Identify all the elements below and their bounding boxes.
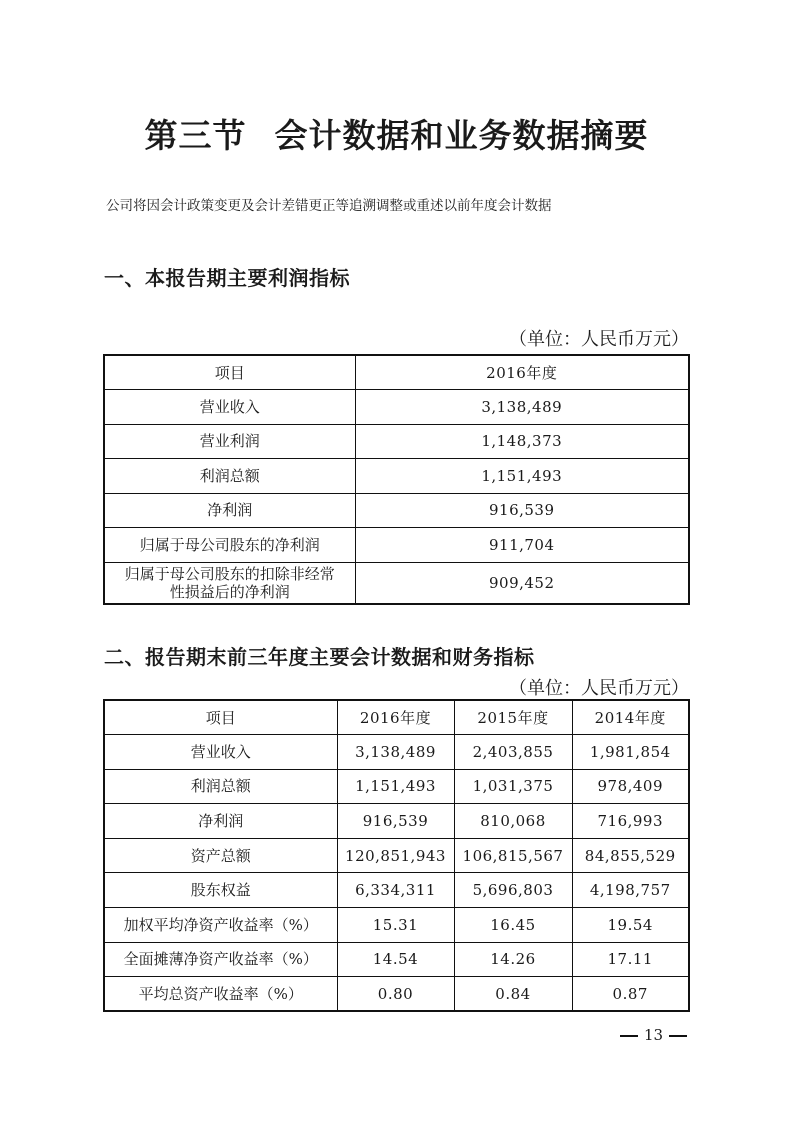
row-label: 营业收入 xyxy=(104,390,355,425)
section1-heading: 一、本报告期主要利润指标 xyxy=(104,266,350,290)
value-2016: 3,138,489 xyxy=(355,390,689,425)
row-label: 股东权益 xyxy=(104,873,337,908)
dash-left xyxy=(620,1035,638,1037)
value-2016: 916,539 xyxy=(355,493,689,528)
title-text: 会计数据和业务数据摘要 xyxy=(274,116,649,155)
table-row xyxy=(104,804,689,839)
value-2016: 15.31 xyxy=(337,908,454,943)
value-2016: 120,851,943 xyxy=(337,838,454,873)
row-label: 归属于母公司股东的净利润 xyxy=(104,528,355,563)
value-2015: 810,068 xyxy=(454,804,572,839)
section2-unit: （单位：人民币万元） xyxy=(509,678,689,699)
table-row xyxy=(104,873,689,908)
row-label: 净利润 xyxy=(104,493,355,528)
row-label xyxy=(104,562,355,604)
value-2016: 916,539 xyxy=(337,804,454,839)
value-2016: 911,704 xyxy=(355,528,689,563)
header-item: 项目 xyxy=(104,355,355,390)
value-2016: 1,151,493 xyxy=(337,769,454,804)
table-header-row xyxy=(104,355,689,390)
value-2016: 6,334,311 xyxy=(337,873,454,908)
row-label: 资产总额 xyxy=(104,838,337,873)
table-row xyxy=(104,562,689,604)
value-2015: 14.26 xyxy=(454,942,572,977)
three-year-financials-table xyxy=(103,699,690,1012)
header-2016: 2016年度 xyxy=(355,355,689,390)
section1-unit: （单位：人民币万元） xyxy=(509,329,689,350)
table-row xyxy=(104,424,689,459)
section2-heading: 二、报告期末前三年度主要会计数据和财务指标 xyxy=(104,645,535,669)
page-title xyxy=(0,110,793,157)
value-2016: 3,138,489 xyxy=(337,735,454,770)
value-2014: 716,993 xyxy=(572,804,689,839)
value-2015: 2,403,855 xyxy=(454,735,572,770)
row-label: 营业收入 xyxy=(104,735,337,770)
header-2016: 2016年度 xyxy=(337,700,454,735)
value-2014: 84,855,529 xyxy=(572,838,689,873)
table-row xyxy=(104,390,689,425)
value-2014: 19.54 xyxy=(572,908,689,943)
table-row xyxy=(104,908,689,943)
header-2015: 2015年度 xyxy=(454,700,572,735)
value-2016: 909,452 xyxy=(355,562,689,604)
table-row xyxy=(104,977,689,1012)
profit-indicators-table xyxy=(103,354,690,605)
row-label: 营业利润 xyxy=(104,424,355,459)
row-label: 平均总资产收益率（%） xyxy=(104,977,337,1012)
table-row xyxy=(104,838,689,873)
value-2014: 0.87 xyxy=(572,977,689,1012)
restatement-note: 公司将因会计政策变更及会计差错更正等追溯调整或重述以前年度会计数据 xyxy=(106,198,552,214)
row-label-line1: 归属于母公司股东的扣除非经常 xyxy=(124,564,335,583)
row-label: 全面摊薄净资产收益率（%） xyxy=(104,942,337,977)
value-2016: 0.80 xyxy=(337,977,454,1012)
value-2016: 14.54 xyxy=(337,942,454,977)
value-2015: 5,696,803 xyxy=(454,873,572,908)
dash-right xyxy=(669,1035,687,1037)
row-label: 利润总额 xyxy=(104,459,355,494)
value-2015: 16.45 xyxy=(454,908,572,943)
row-label-line2: 性损益后的净利润 xyxy=(169,582,290,601)
value-2014: 17.11 xyxy=(572,942,689,977)
row-label: 加权平均净资产收益率（%） xyxy=(104,908,337,943)
value-2016: 1,148,373 xyxy=(355,424,689,459)
table-header-row xyxy=(104,700,689,735)
value-2014: 4,198,757 xyxy=(572,873,689,908)
table-row xyxy=(104,942,689,977)
value-2016: 1,151,493 xyxy=(355,459,689,494)
page-number-value: 13 xyxy=(644,1026,664,1044)
table-row xyxy=(104,493,689,528)
header-2014: 2014年度 xyxy=(572,700,689,735)
value-2015: 1,031,375 xyxy=(454,769,572,804)
page-number xyxy=(614,1026,693,1044)
table-row xyxy=(104,459,689,494)
value-2015: 106,815,567 xyxy=(454,838,572,873)
table-row xyxy=(104,735,689,770)
row-label: 利润总额 xyxy=(104,769,337,804)
value-2015: 0.84 xyxy=(454,977,572,1012)
title-section-number: 第三节 xyxy=(144,116,247,155)
value-2014: 978,409 xyxy=(572,769,689,804)
value-2014: 1,981,854 xyxy=(572,735,689,770)
table-row xyxy=(104,769,689,804)
row-label: 净利润 xyxy=(104,804,337,839)
table-row xyxy=(104,528,689,563)
header-item: 项目 xyxy=(104,700,337,735)
